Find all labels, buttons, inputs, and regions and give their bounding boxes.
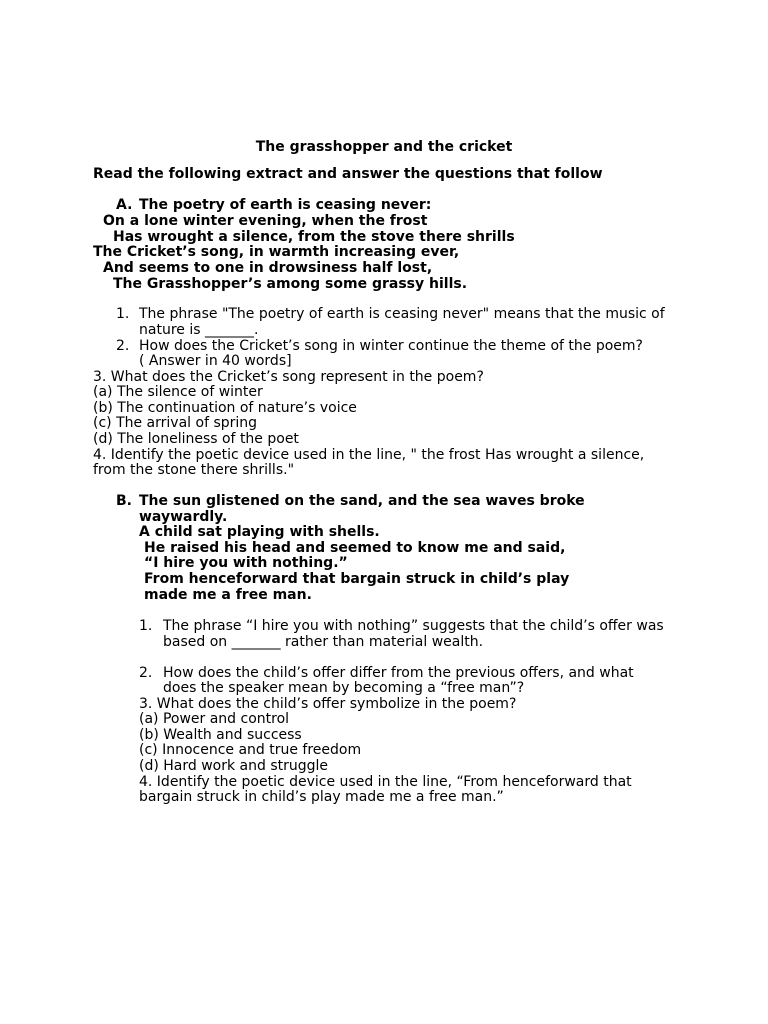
question-number: 2. bbox=[116, 338, 130, 354]
answer-option: (a) The silence of winter bbox=[93, 384, 263, 400]
poem-a-line: Has wrought a silence, from the stove there shrills bbox=[113, 229, 515, 245]
question-number: 1. bbox=[139, 618, 153, 634]
question-text: bargain struck in child’s play made me a free man.” bbox=[139, 789, 504, 805]
poem-b-line: The sun glistened on the sand, and the sea waves broke bbox=[139, 493, 585, 509]
question-text: The phrase “I hire you with nothing” suggests that the child’s offer was bbox=[163, 618, 664, 634]
question-number: 1. bbox=[116, 306, 130, 322]
poem-a-line: On a lone winter evening, when the frost bbox=[103, 213, 428, 229]
poem-a-line: And seems to one in drowsiness half lost, bbox=[103, 260, 433, 276]
answer-option: (b) The continuation of nature’s voice bbox=[93, 400, 357, 416]
poem-b-line: From henceforward that bargain struck in child’s play bbox=[144, 571, 570, 587]
page-title: The grasshopper and the cricket bbox=[255, 139, 513, 155]
answer-option: (d) Hard work and struggle bbox=[139, 758, 329, 774]
section-a-marker: A. bbox=[116, 197, 133, 213]
poem-a-line: The Cricket’s song, in warmth increasing ever, bbox=[93, 244, 460, 260]
question-text: 4. Identify the poetic device used in the line, " the frost Has wrought a silence, bbox=[93, 447, 645, 463]
poem-a-line: The poetry of earth is ceasing never: bbox=[139, 197, 432, 213]
answer-option: (d) The loneliness of the poet bbox=[93, 431, 299, 447]
question-text: nature is _______. bbox=[139, 322, 259, 338]
answer-option: (a) Power and control bbox=[139, 711, 290, 727]
question-text: based on _______ rather than material wealth. bbox=[163, 634, 484, 650]
question-text: 4. Identify the poetic device used in the line, “From henceforward that bbox=[139, 774, 632, 790]
answer-option: (b) Wealth and success bbox=[139, 727, 302, 743]
question-text: ( Answer in 40 words] bbox=[139, 353, 292, 369]
question-text: How does the child’s offer differ from the previous offers, and what bbox=[163, 665, 634, 681]
answer-option: (c) Innocence and true freedom bbox=[139, 742, 362, 758]
poem-b-line: He raised his head and seemed to know me and said, bbox=[144, 540, 566, 556]
question-text: 3. What does the Cricket’s song represent in the poem? bbox=[93, 369, 484, 385]
section-b-marker: B. bbox=[116, 493, 132, 509]
poem-b-line: “I hire you with nothing.” bbox=[144, 555, 348, 571]
question-text: does the speaker mean by becoming a “free man”? bbox=[163, 680, 525, 696]
question-number: 2. bbox=[139, 665, 153, 681]
question-text: 3. What does the child’s offer symbolize in the poem? bbox=[139, 696, 517, 712]
question-text: The phrase "The poetry of earth is ceasing never" means that the music of bbox=[139, 306, 665, 322]
poem-b-line: waywardly. bbox=[139, 509, 228, 525]
question-text: How does the Cricket’s song in winter continue the theme of the poem? bbox=[139, 338, 643, 354]
answer-option: (c) The arrival of spring bbox=[93, 415, 258, 431]
question-text: from the stone there shrills." bbox=[93, 462, 295, 478]
instruction-text: Read the following extract and answer the questions that follow bbox=[93, 166, 603, 182]
poem-a-line: The Grasshopper’s among some grassy hills. bbox=[113, 276, 468, 292]
poem-b-line: A child sat playing with shells. bbox=[139, 524, 380, 540]
poem-b-line: made me a free man. bbox=[144, 587, 312, 603]
